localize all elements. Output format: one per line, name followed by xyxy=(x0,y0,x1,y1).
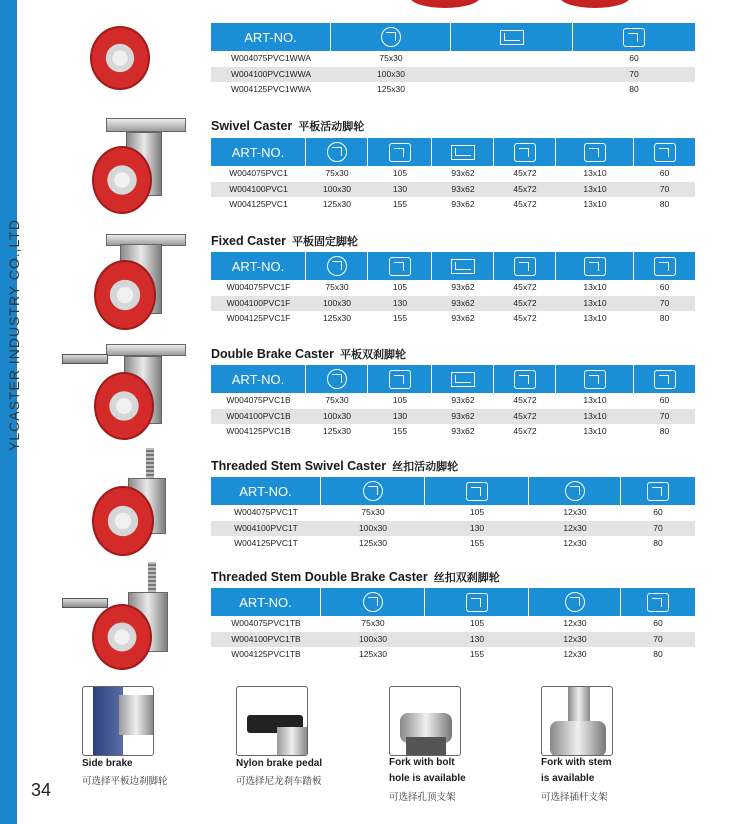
plate-size-icon xyxy=(451,372,475,387)
header-plate-size-icon xyxy=(451,23,573,51)
cell-value: 105 xyxy=(469,618,485,628)
cell-value: 100x30 xyxy=(323,183,351,194)
section-title-threaded-swivel: Threaded Stem Swivel Caster 丝扣活动脚轮 xyxy=(211,459,459,473)
header-plate-size-icon xyxy=(432,138,494,166)
hole-icon xyxy=(584,143,606,162)
cell-value: 12x30 xyxy=(563,507,587,517)
cell-value: 93x62 xyxy=(451,168,475,178)
plate-size-icon xyxy=(451,145,475,160)
cell-value: 100x30 xyxy=(359,633,387,644)
option-label-nylon-pedal: Nylon brake pedal xyxy=(236,758,323,769)
caster-image-swivel xyxy=(92,116,192,216)
cell-value: 155 xyxy=(392,313,408,323)
cell-value: 80 xyxy=(653,538,663,548)
table-header xyxy=(211,23,695,51)
header-hole-icon xyxy=(556,138,634,166)
option-label-fork-stem-2: is available xyxy=(541,773,595,784)
cell-value xyxy=(451,82,573,98)
cell-value: 45x72 xyxy=(513,395,537,405)
cell-value: 93x62 xyxy=(451,282,475,292)
cell-value: 70 xyxy=(629,68,639,79)
cell-art-no: W004125PVC1TB xyxy=(231,649,301,659)
cell-value: 100x30 xyxy=(359,522,387,533)
cell-value: 93x62 xyxy=(451,410,475,421)
table-row xyxy=(211,536,695,552)
header-bolt-spacing-icon xyxy=(494,138,556,166)
cell-art-no: W004075PVC1B xyxy=(226,395,291,405)
spec-table-threaded-brake xyxy=(211,588,695,663)
option-cn-nylon-pedal: 可选择尼龙刹车踏板 xyxy=(236,776,322,787)
cell-value: 125x30 xyxy=(359,538,387,548)
cell-value: 13x10 xyxy=(583,410,607,421)
table-header xyxy=(211,138,695,166)
table-header xyxy=(211,252,695,280)
cell-value: 75x30 xyxy=(361,507,385,517)
height-icon xyxy=(466,593,488,612)
cell-value: 80 xyxy=(659,199,670,209)
height-icon xyxy=(389,257,411,276)
header-height-icon xyxy=(368,365,432,393)
header-wheel-diameter-icon xyxy=(306,365,368,393)
caster-image-threaded-swivel xyxy=(92,448,172,556)
wheel-diameter-icon xyxy=(327,369,347,389)
cell-art-no: W004100PVC1 xyxy=(229,183,288,194)
wheel-diameter-icon xyxy=(363,592,383,612)
section-title-fixed: Fixed Caster 平板固定脚轮 xyxy=(211,234,359,248)
wheel-diameter-icon xyxy=(327,256,347,276)
cell-art-no: W004075PVC1F xyxy=(226,282,291,292)
cell-value: 130 xyxy=(469,633,485,644)
cell-value: 75x30 xyxy=(379,53,403,63)
company-name: YLCASTER INDUSTRY CO.,LTD xyxy=(6,219,22,451)
table-header xyxy=(211,588,695,616)
table-row xyxy=(211,393,695,409)
option-label-side-brake: Side brake xyxy=(82,758,133,769)
cell-value: 105 xyxy=(469,507,485,517)
cell-value: 155 xyxy=(469,649,485,659)
cell-value: 80 xyxy=(653,649,663,659)
load-capacity-icon xyxy=(654,257,676,276)
header-bolt-spacing-icon xyxy=(494,365,556,393)
wheel-diameter-icon xyxy=(327,142,347,162)
cell-value: 105 xyxy=(392,168,408,178)
cell-value: 105 xyxy=(392,395,408,405)
bolt-spacing-icon xyxy=(514,370,536,389)
cell-value: 12x30 xyxy=(563,649,587,659)
cell-value: 93x62 xyxy=(451,313,475,323)
height-icon xyxy=(466,482,488,501)
cell-value: 45x72 xyxy=(513,426,537,436)
bolt-spacing-icon xyxy=(514,257,536,276)
header-art-no: ART-NO. xyxy=(211,252,306,280)
cell-value: 130 xyxy=(392,297,408,308)
cell-value: 155 xyxy=(392,199,408,209)
cell-value: 13x10 xyxy=(583,297,607,308)
header-plate-size-icon xyxy=(432,365,494,393)
table-row xyxy=(211,82,695,98)
option-label-fork-stem-1: Fork with stem xyxy=(541,757,612,768)
spec-table-fixed xyxy=(211,252,695,327)
plate-size-icon xyxy=(500,30,524,45)
header-height-icon xyxy=(368,252,432,280)
cell-value: 80 xyxy=(629,84,639,94)
cell-value: 45x72 xyxy=(513,313,537,323)
cell-value: 125x30 xyxy=(359,649,387,659)
top-wheel-fragments xyxy=(410,0,610,10)
cell-value: 75x30 xyxy=(361,618,385,628)
wheel-diameter-icon xyxy=(363,481,383,501)
cell-art-no: W004100PVC1B xyxy=(226,410,291,421)
cell-value: 155 xyxy=(392,426,408,436)
bolt-spacing-icon xyxy=(514,143,536,162)
cell-value: 93x62 xyxy=(451,426,475,436)
load-capacity-icon xyxy=(623,28,645,47)
table-row xyxy=(211,311,695,327)
section-title-swivel: Swivel Caster 平板活动脚轮 xyxy=(211,119,365,133)
header-load-capacity-icon xyxy=(573,23,695,51)
cell-value: 60 xyxy=(659,395,670,405)
header-load-capacity-icon xyxy=(634,138,695,166)
cell-value: 13x10 xyxy=(583,313,607,323)
load-capacity-icon xyxy=(647,482,669,501)
cell-value: 100x30 xyxy=(377,68,405,79)
cell-value: 75x30 xyxy=(325,168,349,178)
cell-value: 70 xyxy=(659,410,670,421)
header-load-capacity-icon xyxy=(621,477,695,505)
caster-image-wheel-only xyxy=(90,26,150,90)
caster-image-double-brake xyxy=(62,342,192,442)
cell-value: 13x10 xyxy=(583,426,607,436)
header-height-icon xyxy=(368,138,432,166)
header-art-no: ART-NO. xyxy=(211,365,306,393)
header-wheel-diameter-icon xyxy=(306,138,368,166)
option-image-side-brake xyxy=(82,686,154,756)
cell-value: 70 xyxy=(653,633,663,644)
cell-value: 45x72 xyxy=(513,168,537,178)
cell-art-no: W004100PVC1F xyxy=(226,297,291,308)
header-stem-size-icon xyxy=(529,477,621,505)
cell-value: 13x10 xyxy=(583,168,607,178)
cell-value: 93x62 xyxy=(451,183,475,194)
header-stem-size-icon xyxy=(529,588,621,616)
cell-value: 13x10 xyxy=(583,199,607,209)
option-image-nylon-pedal xyxy=(236,686,308,756)
cell-value: 130 xyxy=(392,410,408,421)
cell-art-no: W004100PVC1T xyxy=(234,522,298,533)
header-wheel-diameter-icon xyxy=(321,477,425,505)
header-art-no: ART-NO. xyxy=(211,588,321,616)
header-load-capacity-icon xyxy=(634,252,695,280)
table-row xyxy=(211,296,695,312)
cell-value: 45x72 xyxy=(513,282,537,292)
cell-art-no: W004075PVC1TB xyxy=(231,618,301,628)
cell-value: 130 xyxy=(469,522,485,533)
cell-value: 70 xyxy=(659,297,670,308)
cell-value: 125x30 xyxy=(323,313,351,323)
header-wheel-diameter-icon xyxy=(331,23,451,51)
load-capacity-icon xyxy=(647,593,669,612)
page-number: 34 xyxy=(31,780,52,800)
wheel-diameter-icon xyxy=(381,27,401,47)
cell-art-no: W004100PVC1WWA xyxy=(231,68,311,79)
cell-value: 105 xyxy=(392,282,408,292)
spec-table-double-brake xyxy=(211,365,695,440)
spec-table-threaded-swivel xyxy=(211,477,695,552)
table-row xyxy=(211,182,695,198)
stem-size-icon xyxy=(565,592,585,612)
load-capacity-icon xyxy=(654,370,676,389)
section-title-double-brake: Double Brake Caster 平板双刹脚轮 xyxy=(211,347,406,361)
option-label-fork-bolt-1: Fork with bolt xyxy=(389,757,455,768)
cell-value: 12x30 xyxy=(563,538,587,548)
option-cn-fork-stem: 可选择插杆支架 xyxy=(541,792,608,803)
header-height-icon xyxy=(425,588,529,616)
option-cn-fork-bolt: 可选择孔顶支架 xyxy=(389,792,456,803)
cell-art-no: W004125PVC1 xyxy=(229,199,288,209)
height-icon xyxy=(389,370,411,389)
cell-value: 60 xyxy=(659,282,670,292)
hole-icon xyxy=(584,257,606,276)
cell-value: 70 xyxy=(653,522,663,533)
cell-value: 93x62 xyxy=(451,297,475,308)
cell-value: 12x30 xyxy=(563,618,587,628)
spec-table-swivel xyxy=(211,138,695,213)
table-row xyxy=(211,166,695,182)
header-art-no: ART-NO. xyxy=(211,23,331,51)
header-bolt-spacing-icon xyxy=(494,252,556,280)
option-image-fork-stem xyxy=(541,686,613,756)
table-row xyxy=(211,51,695,67)
header-art-no: ART-NO. xyxy=(211,477,321,505)
header-hole-icon xyxy=(556,252,634,280)
table-header xyxy=(211,365,695,393)
header-wheel-diameter-icon xyxy=(306,252,368,280)
table-row xyxy=(211,424,695,440)
cell-value: 45x72 xyxy=(513,199,537,209)
cell-value: 100x30 xyxy=(323,297,351,308)
header-load-capacity-icon xyxy=(634,365,695,393)
header-height-icon xyxy=(425,477,529,505)
cell-value xyxy=(451,51,573,67)
header-plate-size-icon xyxy=(432,252,494,280)
header-wheel-diameter-icon xyxy=(321,588,425,616)
cell-value: 125x30 xyxy=(323,426,351,436)
caster-image-threaded-brake xyxy=(62,562,182,672)
plate-size-icon xyxy=(451,259,475,274)
cell-value: 80 xyxy=(659,426,670,436)
cell-art-no: W004100PVC1TB xyxy=(231,633,301,644)
table-row xyxy=(211,647,695,663)
cell-value: 12x30 xyxy=(563,633,587,644)
cell-value: 125x30 xyxy=(377,84,405,94)
table-header xyxy=(211,477,695,505)
cell-value: 75x30 xyxy=(325,282,349,292)
table-row xyxy=(211,616,695,632)
cell-art-no: W004125PVC1WWA xyxy=(231,84,311,94)
cell-art-no: W004075PVC1T xyxy=(234,507,298,517)
cell-value: 93x62 xyxy=(451,395,475,405)
cell-value: 45x72 xyxy=(513,183,537,194)
cell-value: 130 xyxy=(392,183,408,194)
spec-table-top xyxy=(211,23,695,98)
cell-value: 155 xyxy=(469,538,485,548)
table-row xyxy=(211,632,695,648)
header-hole-icon xyxy=(556,365,634,393)
table-row xyxy=(211,197,695,213)
cell-art-no: W004125PVC1T xyxy=(234,538,298,548)
cell-art-no: W004075PVC1WWA xyxy=(231,53,311,63)
cell-value: 12x30 xyxy=(563,522,587,533)
stem-size-icon xyxy=(565,481,585,501)
cell-value: 60 xyxy=(629,53,639,63)
header-art-no: ART-NO. xyxy=(211,138,306,166)
cell-value: 75x30 xyxy=(325,395,349,405)
cell-value xyxy=(451,67,573,83)
caster-image-fixed xyxy=(92,232,192,332)
table-row xyxy=(211,409,695,425)
cell-value: 70 xyxy=(659,183,670,194)
cell-art-no: W004125PVC1B xyxy=(226,426,291,436)
cell-value: 45x72 xyxy=(513,410,537,421)
load-capacity-icon xyxy=(654,143,676,162)
table-row xyxy=(211,505,695,521)
cell-value: 80 xyxy=(659,313,670,323)
cell-value: 60 xyxy=(653,618,663,628)
table-row xyxy=(211,521,695,537)
cell-value: 13x10 xyxy=(583,282,607,292)
table-row xyxy=(211,280,695,296)
cell-value: 93x62 xyxy=(451,199,475,209)
cell-value: 45x72 xyxy=(513,297,537,308)
cell-value: 100x30 xyxy=(323,410,351,421)
hole-icon xyxy=(584,370,606,389)
header-load-capacity-icon xyxy=(621,588,695,616)
cell-value: 125x30 xyxy=(323,199,351,209)
height-icon xyxy=(389,143,411,162)
option-cn-side-brake: 可选择平板边刹脚轮 xyxy=(82,776,168,787)
option-label-fork-bolt-2: hole is available xyxy=(389,773,466,784)
section-title-threaded-brake: Threaded Stem Double Brake Caster 丝扣双刹脚轮 xyxy=(211,570,500,584)
cell-value: 13x10 xyxy=(583,395,607,405)
option-image-fork-bolt-hole xyxy=(389,686,461,756)
cell-value: 60 xyxy=(653,507,663,517)
cell-value: 13x10 xyxy=(583,183,607,194)
cell-art-no: W004075PVC1 xyxy=(229,168,288,178)
cell-art-no: W004125PVC1F xyxy=(226,313,291,323)
table-row xyxy=(211,67,695,83)
cell-value: 60 xyxy=(659,168,670,178)
